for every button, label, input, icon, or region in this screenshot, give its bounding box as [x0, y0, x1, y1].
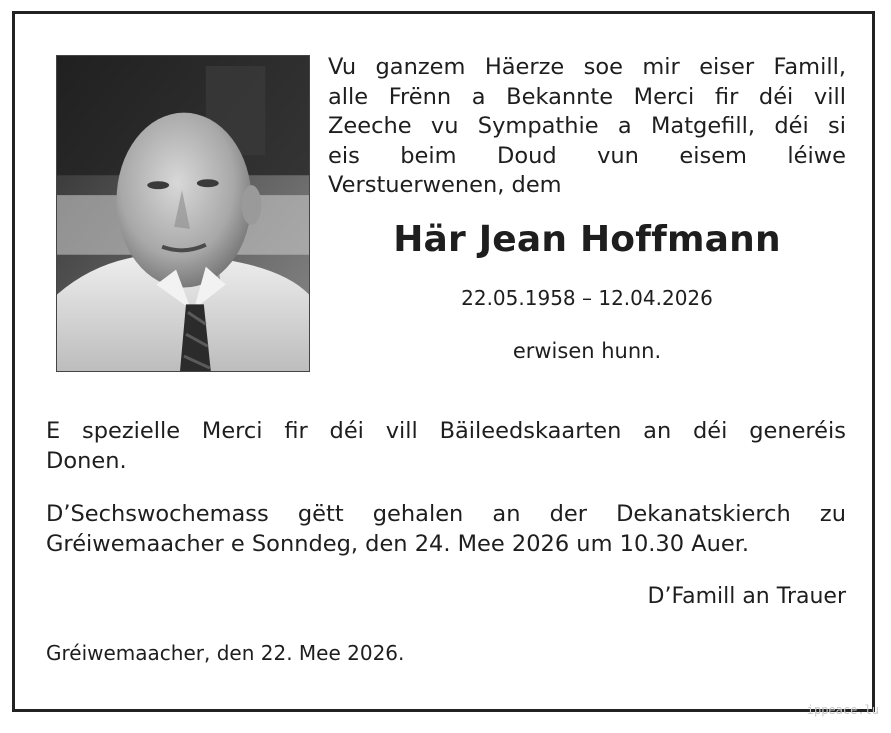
intro-line: Zeeche vu Sympathie a Matgefill, déi si — [328, 113, 846, 139]
intro-line: eis beim Doud vun eisem léiwe — [328, 142, 846, 169]
mass-line: Gréiwemaacher e Sonndeg, den 24. Mee 2026 um 10.30 Auer. — [46, 531, 750, 557]
deceased-name: Här Jean Hoffmann — [393, 219, 781, 260]
family-signature: D’Famill an Trauer — [647, 584, 846, 609]
mass-line: D’Sechswochemass gëtt gehalen an der Dekanatskierch zu — [46, 501, 846, 527]
thanks-paragraph — [46, 416, 846, 476]
intro-line: Verstuerwenen, dem — [328, 172, 562, 198]
intro-line: Vu ganzem Häerze soe mir eiser Famill, — [328, 54, 846, 80]
intro-text — [328, 53, 846, 201]
thanks-line: E spezielle Merci fir déi vill Bäileedskaarten an déi generéis — [46, 418, 846, 444]
life-dates: 22.05.1958 – 12.04.2026 — [461, 286, 713, 310]
thanks-line: Donen. — [46, 448, 127, 474]
place-date: Gréiwemaacher, den 22. Mee 2026. — [46, 641, 405, 665]
after-name-text: erwisen hunn. — [512, 339, 662, 363]
site-watermark: ippeace.lu — [806, 703, 879, 717]
portrait-photo — [56, 55, 310, 372]
intro-line: alle Frënn a Bekannte Merci fir déi vill — [328, 83, 846, 110]
mass-paragraph — [46, 499, 846, 559]
